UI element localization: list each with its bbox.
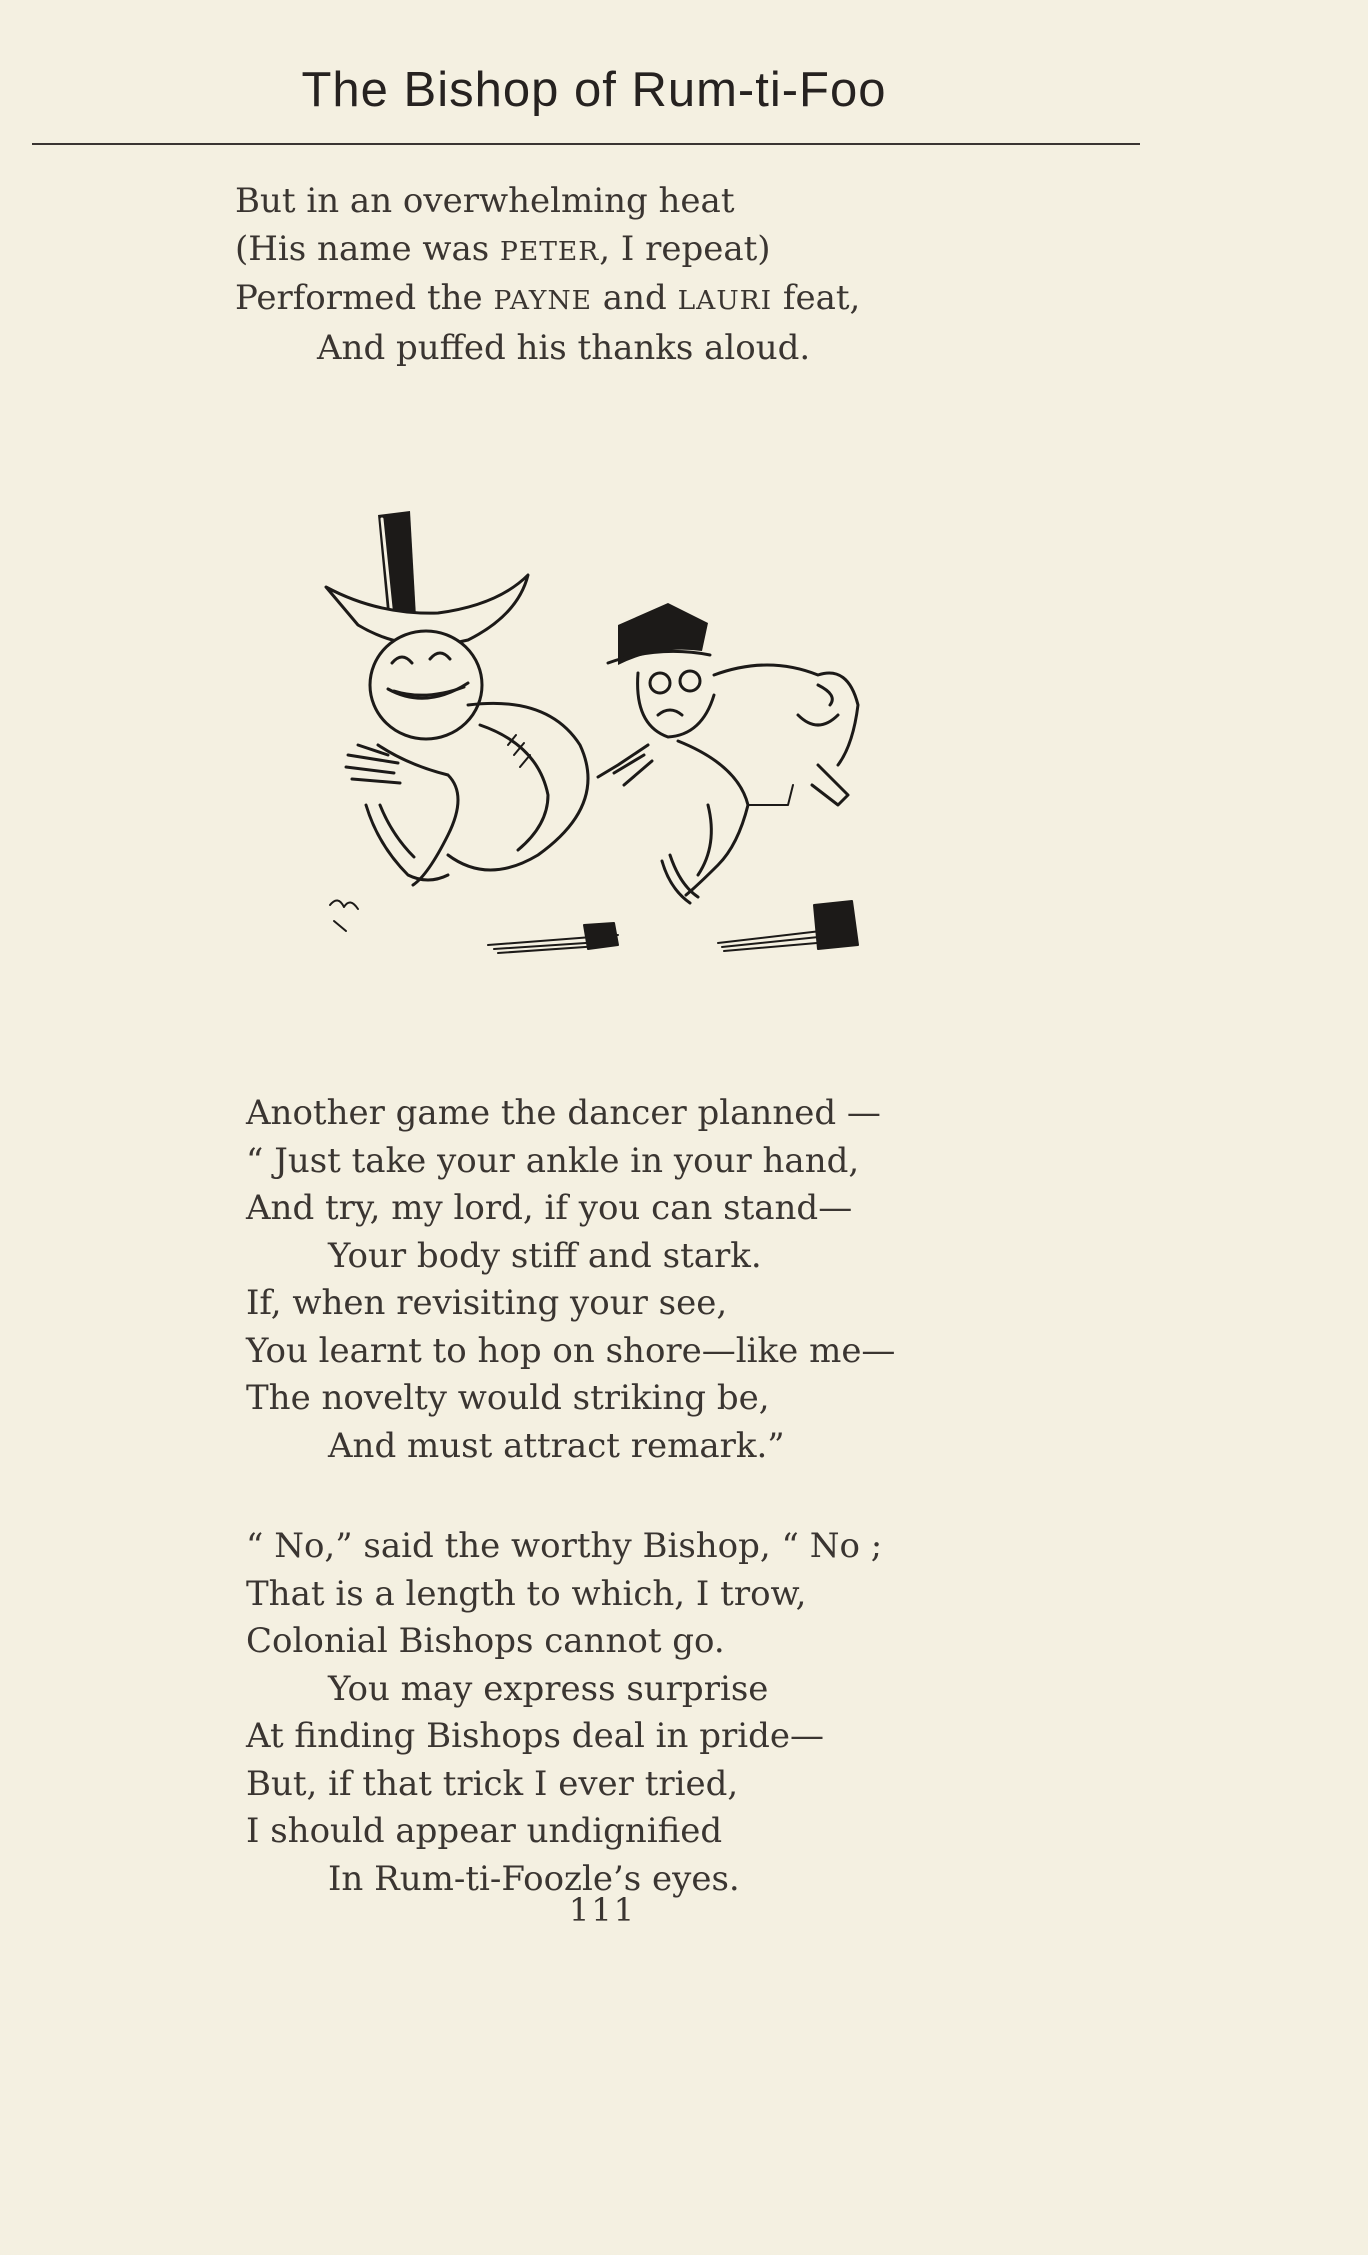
motion-lines (330, 900, 858, 953)
poem-line: The novelty would striking be, (246, 1378, 770, 1418)
dancing-bishop-illustration (318, 505, 878, 975)
poem-line: (His name was PETER, I repeat) (235, 228, 771, 269)
poem-line: You may express surprise (328, 1668, 769, 1709)
poem-line: If, when revisiting your see, (246, 1283, 728, 1323)
poem-line: But in an overwhelming heat (235, 181, 735, 221)
bishop-figure (326, 511, 588, 885)
poem-line: Another game the dancer planned — (246, 1093, 881, 1133)
page-number: 111 (569, 1891, 637, 1929)
poem-line: “ Just take your ankle in your hand, (246, 1140, 860, 1181)
poem-stanza (246, 1523, 882, 1903)
poem-line: Colonial Bishops cannot go. (246, 1621, 725, 1661)
poem-line: And must attract remark.” (328, 1425, 785, 1466)
poem-line: At finding Bishops deal in pride— (246, 1716, 824, 1756)
header-rule (32, 143, 1140, 145)
poem-line: In Rum-ti-Foozle’s eyes. (328, 1858, 740, 1899)
poem-stanza (235, 178, 860, 372)
poem-line: You learnt to hop on shore—like me— (246, 1330, 896, 1371)
running-head-title: The Bishop of Rum-ti-Foo (301, 63, 887, 117)
poem-line: That is a length to which, I trow, (246, 1573, 807, 1614)
poem-line: Performed the PAYNE and LAURI feat, (235, 278, 861, 318)
poem-line: And try, my lord, if you can stand— (246, 1188, 853, 1228)
poem-line: But, if that trick I ever tried, (246, 1763, 739, 1804)
dancer-figure (598, 603, 858, 903)
poem-stanza (246, 1090, 895, 1470)
poem-line: And puffed his thanks aloud. (317, 327, 811, 368)
poem-line: Your body stiff and stark. (328, 1235, 762, 1276)
poem-line: I should appear undignified (246, 1811, 723, 1851)
poem-line: “ No,” said the worthy Bishop, “ No ; (246, 1526, 883, 1566)
